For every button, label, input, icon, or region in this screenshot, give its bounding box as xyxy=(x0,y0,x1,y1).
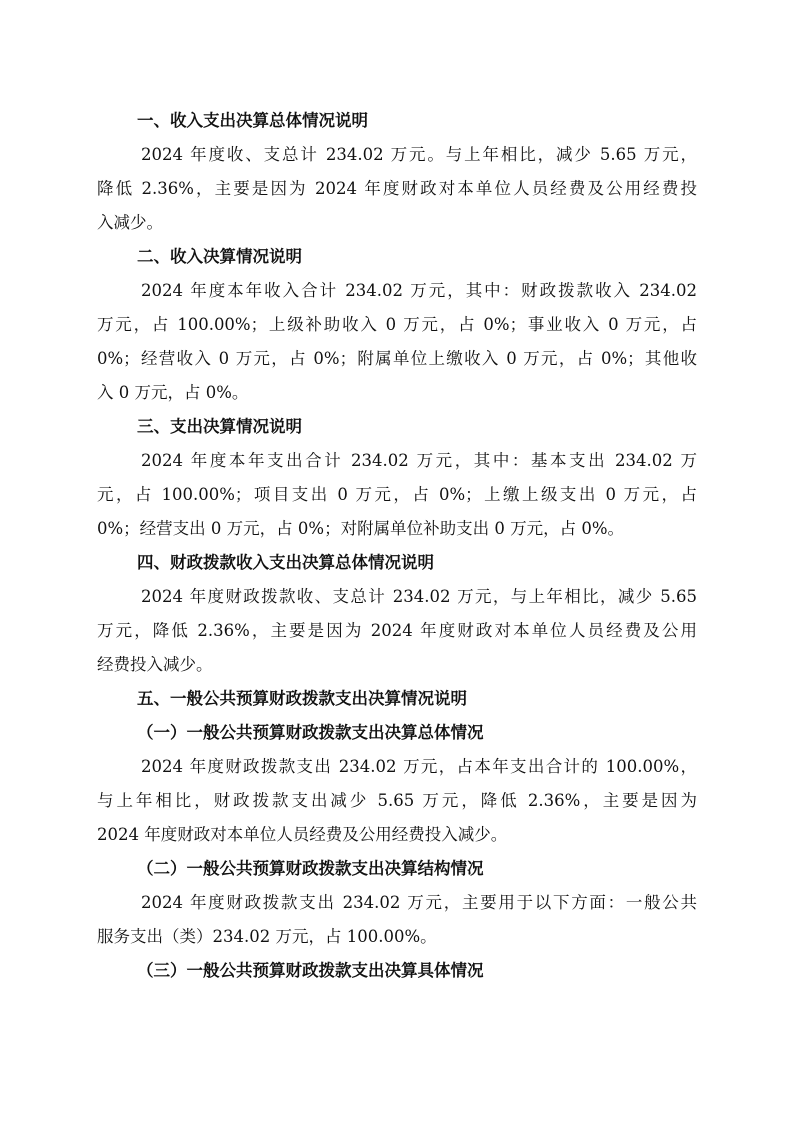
paragraph-line: 2024 年度财政对本单位人员经费及公用经费投入减少。 xyxy=(97,825,508,844)
subsection-structure xyxy=(97,852,697,954)
section-heading: 四、财政拨款收入支出决算总体情况说明 xyxy=(137,553,434,572)
section-expenditure-details xyxy=(97,410,697,546)
document-page xyxy=(97,104,697,988)
section-fiscal-appropriation-overview xyxy=(97,546,697,682)
paragraph-line: 万元，降低 2.36%，主要是因为 2024 年度财政对本单位人员经费及公用 xyxy=(97,621,697,640)
section-heading: 二、收入决算情况说明 xyxy=(137,247,302,266)
paragraph-line: 2024 年度财政拨款收、支总计 234.02 万元，与上年相比，减少 5.65 xyxy=(141,587,697,606)
paragraph-line: 万元，占 100.00%；上级补助收入 0 万元，占 0%；事业收入 0 万元，占 xyxy=(97,315,697,334)
paragraph-line: 2024 年度收、支总计 234.02 万元。与上年相比，减少 5.65 万元， xyxy=(141,145,697,164)
section-heading: 五、一般公共预算财政拨款支出决算情况说明 xyxy=(137,689,467,708)
paragraph-line: 0%；经营收入 0 万元，占 0%；附属单位上缴收入 0 万元，占 0%；其他收 xyxy=(97,349,697,368)
paragraph-line: 入 0 万元，占 0%。 xyxy=(97,383,249,402)
section-income-expenditure-overview xyxy=(97,104,697,240)
paragraph xyxy=(97,138,697,240)
section-general-public-budget xyxy=(97,682,697,988)
paragraph xyxy=(97,274,697,410)
paragraph-line: 2024 年度财政拨款支出 234.02 万元，主要用于以下方面：一般公共 xyxy=(141,893,697,912)
paragraph-line: 与上年相比，财政拨款支出减少 5.65 万元，降低 2.36%，主要是因为 xyxy=(97,791,697,810)
paragraph-line: 入减少。 xyxy=(97,213,163,232)
subsection-heading: （一）一般公共预算财政拨款支出决算总体情况 xyxy=(137,723,484,742)
subsection-overall xyxy=(97,716,697,852)
paragraph xyxy=(97,886,697,954)
subsection-heading: （二）一般公共预算财政拨款支出决算结构情况 xyxy=(137,859,484,878)
paragraph xyxy=(97,580,697,682)
paragraph-line: 元，占 100.00%；项目支出 0 万元，占 0%；上缴上级支出 0 万元，占 xyxy=(97,485,697,504)
section-heading: 三、支出决算情况说明 xyxy=(137,417,302,436)
paragraph-line: 2024 年度本年收入合计 234.02 万元，其中：财政拨款收入 234.02 xyxy=(141,281,697,300)
paragraph-line: 0%；经营支出 0 万元，占 0%；对附属单位补助支出 0 万元，占 0%。 xyxy=(97,519,624,538)
paragraph-line: 经费投入减少。 xyxy=(97,655,213,674)
paragraph-line: 2024 年度本年支出合计 234.02 万元，其中：基本支出 234.02 万 xyxy=(141,451,697,470)
paragraph xyxy=(97,444,697,546)
section-heading: 一、收入支出决算总体情况说明 xyxy=(137,111,368,130)
paragraph-line: 2024 年度财政拨款支出 234.02 万元，占本年支出合计的 100.00%， xyxy=(141,757,697,776)
subsection-heading: （三）一般公共预算财政拨款支出决算具体情况 xyxy=(137,961,484,980)
paragraph-line: 降低 2.36%，主要是因为 2024 年度财政对本单位人员经费及公用经费投 xyxy=(97,179,697,198)
paragraph xyxy=(97,750,697,852)
paragraph-line: 服务支出（类）234.02 万元，占 100.00%。 xyxy=(97,927,437,946)
section-income-details xyxy=(97,240,697,410)
subsection-specific xyxy=(97,954,697,988)
